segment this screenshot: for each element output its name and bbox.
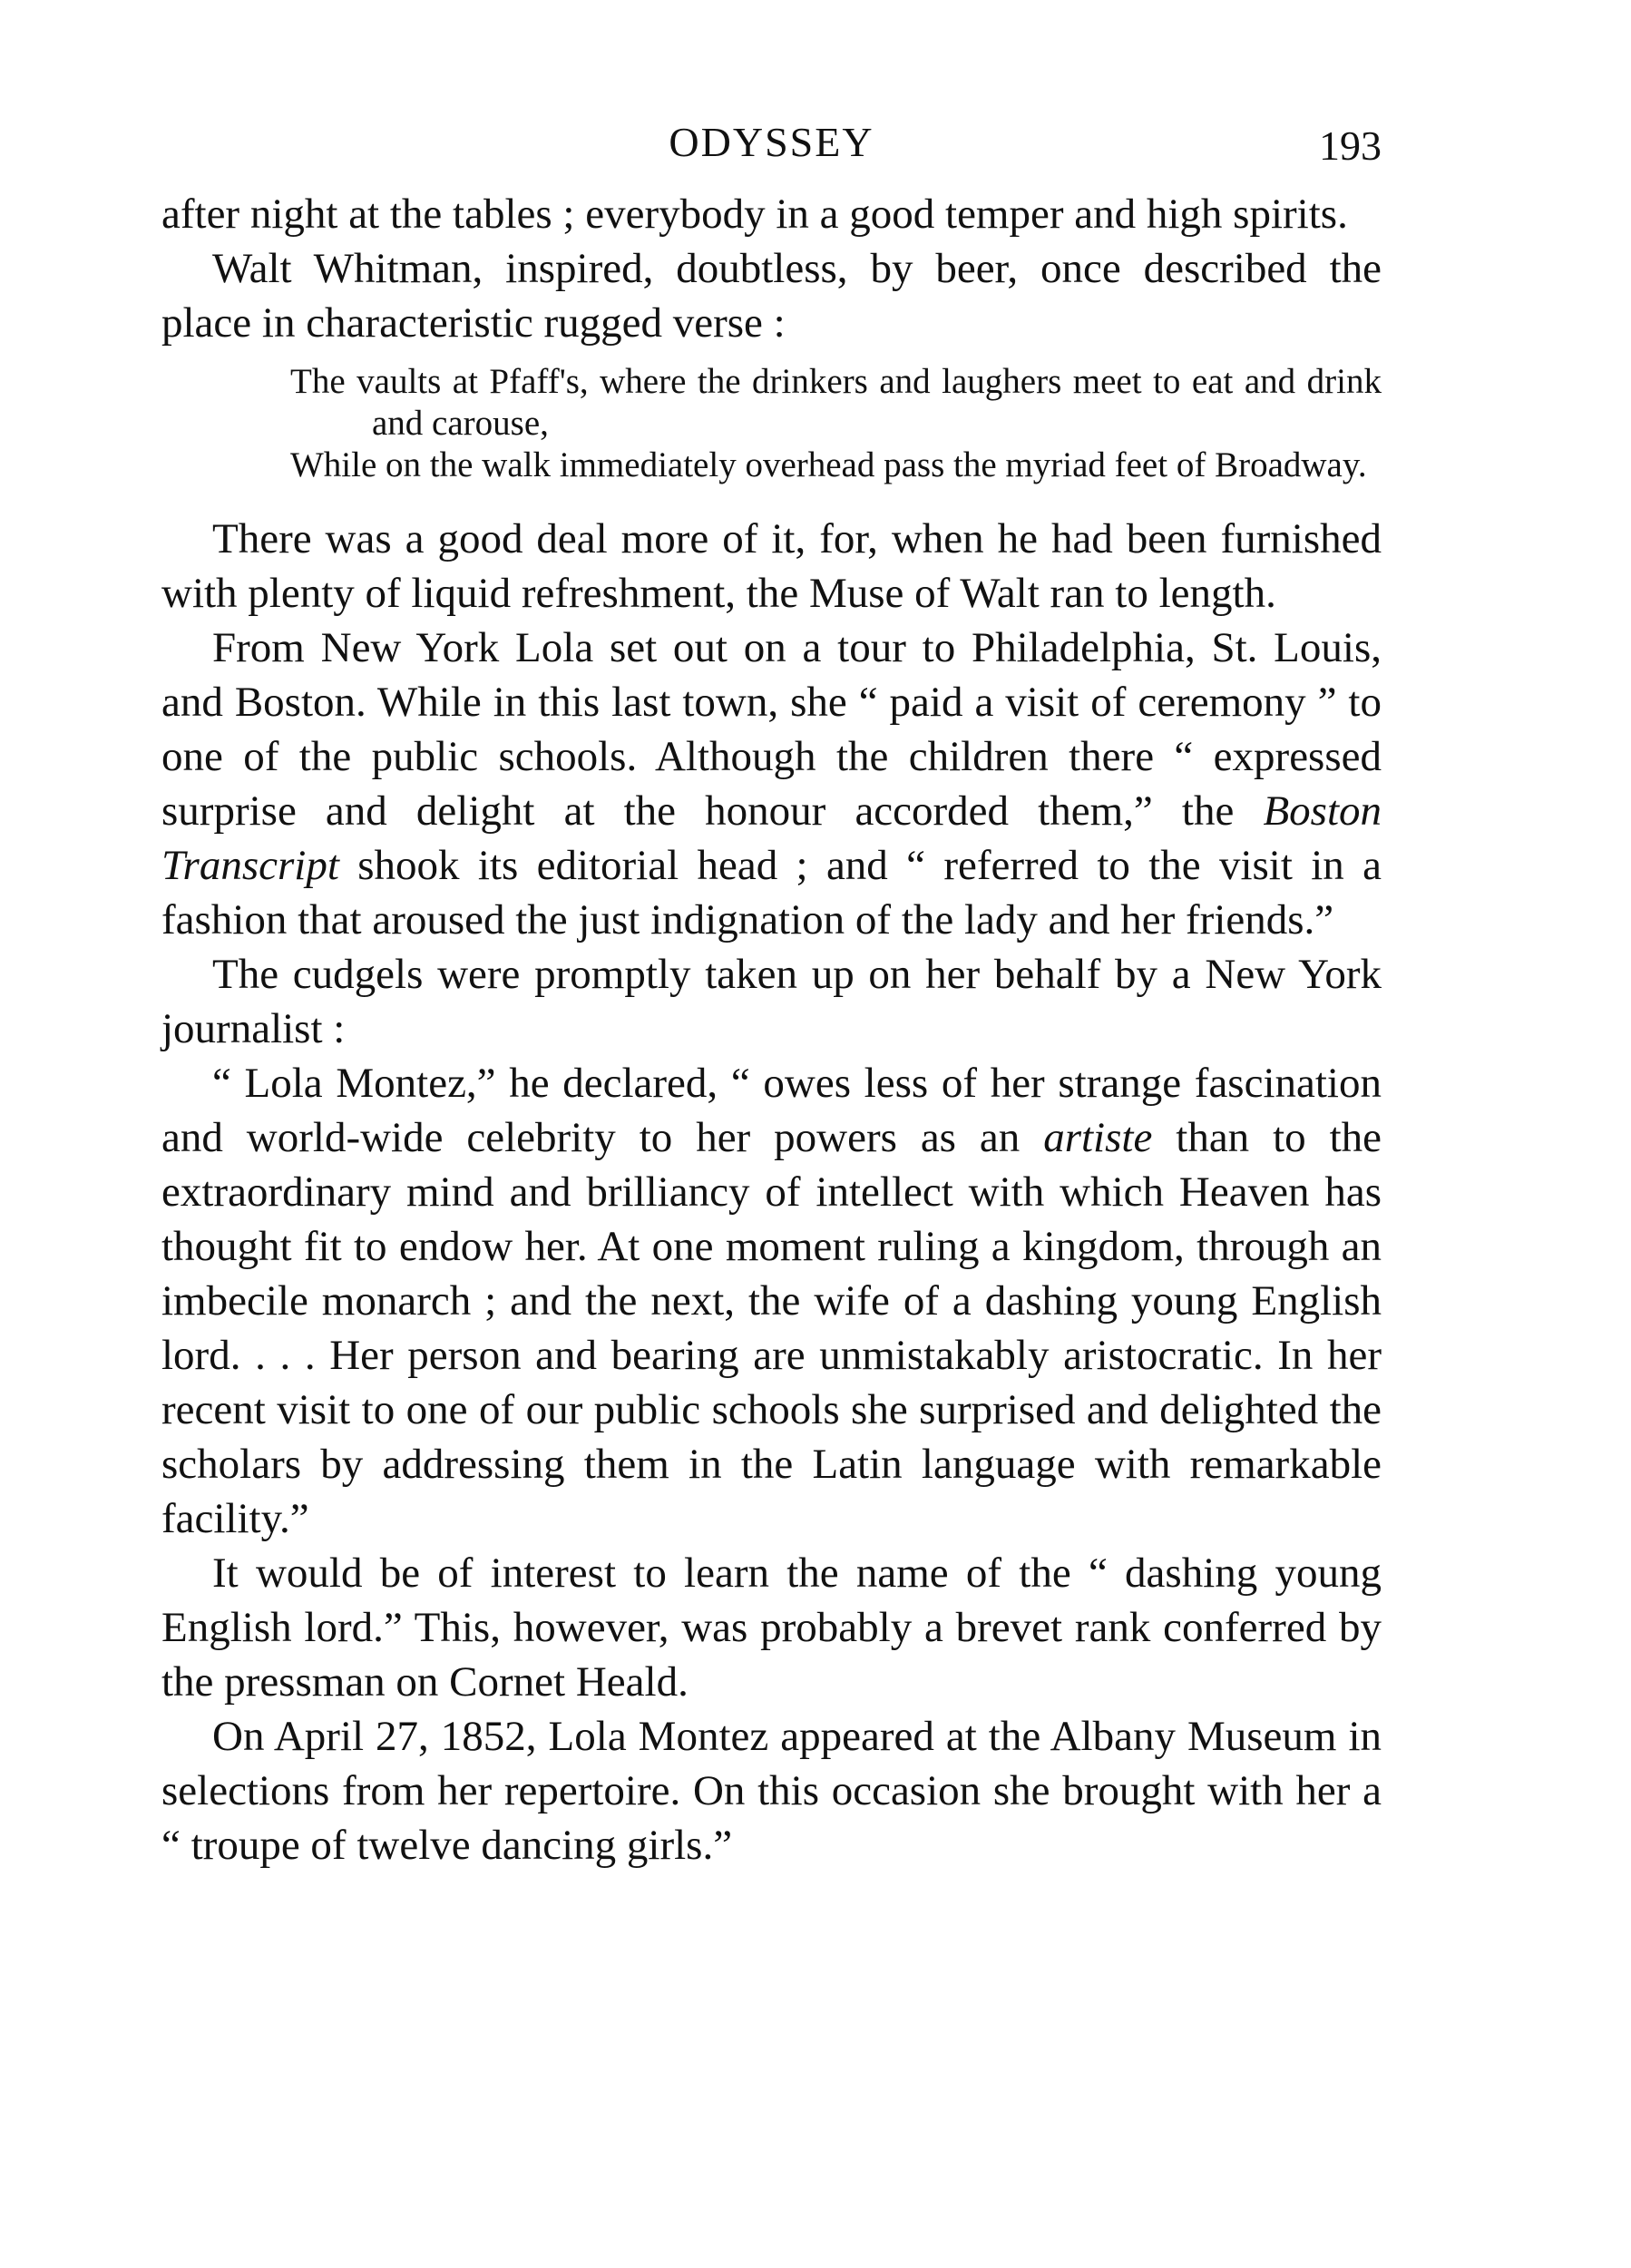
page-number: 193	[1319, 122, 1382, 169]
paragraph-tour-rest: shook its editorial head ; and “ referred to the visit in a fashion that aroused the just indignation of the lady and her friends.”	[161, 842, 1382, 943]
verse-line: The vaults at Pfaff's, where the drinkers and laughers meet to eat and drink and carouse,	[290, 362, 1382, 443]
verse-quotation	[161, 361, 1382, 486]
book-page	[161, 118, 1382, 1872]
paragraph-tour	[161, 621, 1382, 947]
paragraph-lord: It would be of interest to learn the name of the “ dashing young English lord.” This, however, was probably a brevet rank conferred by the pressman on Cornet Heald.	[161, 1549, 1382, 1706]
running-title: ODYSSEY	[669, 119, 874, 165]
paragraph-whitman: Walt Whitman, inspired, doubtless, by beer, once described the place in characteristic rugged verse :	[161, 245, 1382, 347]
paragraph-continued: after night at the tables ; everybody in a good temper and high spirits.	[161, 191, 1348, 238]
quote-text: “ Lola Montez,” he declared, “ owes less of her strange fascination and world-wide celebrity to her powers as an	[161, 1060, 1382, 1161]
running-head	[161, 118, 1382, 187]
artiste-word: artiste	[1043, 1114, 1153, 1161]
paragraph-tour-text: From New York Lola set out on a tour to Philadelphia, St. Louis, and Boston. While in this last town, she “ paid a visit of ceremony ” to one of the public schools. Although the children there “ expressed surprise and delight at the honour accorded them,” the	[161, 624, 1382, 835]
paragraph-albany: On April 27, 1852, Lola Montez appeared at the Albany Museum in selections from her repertoire. On this occasion she brought with her a “ troupe of twelve dancing girls.”	[161, 1713, 1382, 1869]
paragraph-muse: There was a good deal more of it, for, when he had been furnished with plenty of liquid refreshment, the Muse of Walt ran to length.	[161, 515, 1382, 617]
paragraph-journalist-quote	[161, 1056, 1382, 1546]
newspaper-title: Boston Transcript	[161, 787, 1382, 889]
quote-rest: than to the extraordinary mind and brilliancy of intellect with which Heaven has thought fit to endow her. At one moment ruling a kingdom, through an imbecile monarch ; and the next, the wife of a dashing young English lord. . . . Her person and bearing are unmistakably aristocratic. In her recent visit to one of our public schools she surprised and delighted the scholars by addressing them in the Latin language with remarkable facility.”	[161, 1114, 1382, 1542]
verse-line: While on the walk immediately overhead pass the myriad feet of Broadway.	[290, 445, 1367, 484]
paragraph-cudgels: The cudgels were promptly taken up on her behalf by a New York journalist :	[161, 951, 1382, 1052]
